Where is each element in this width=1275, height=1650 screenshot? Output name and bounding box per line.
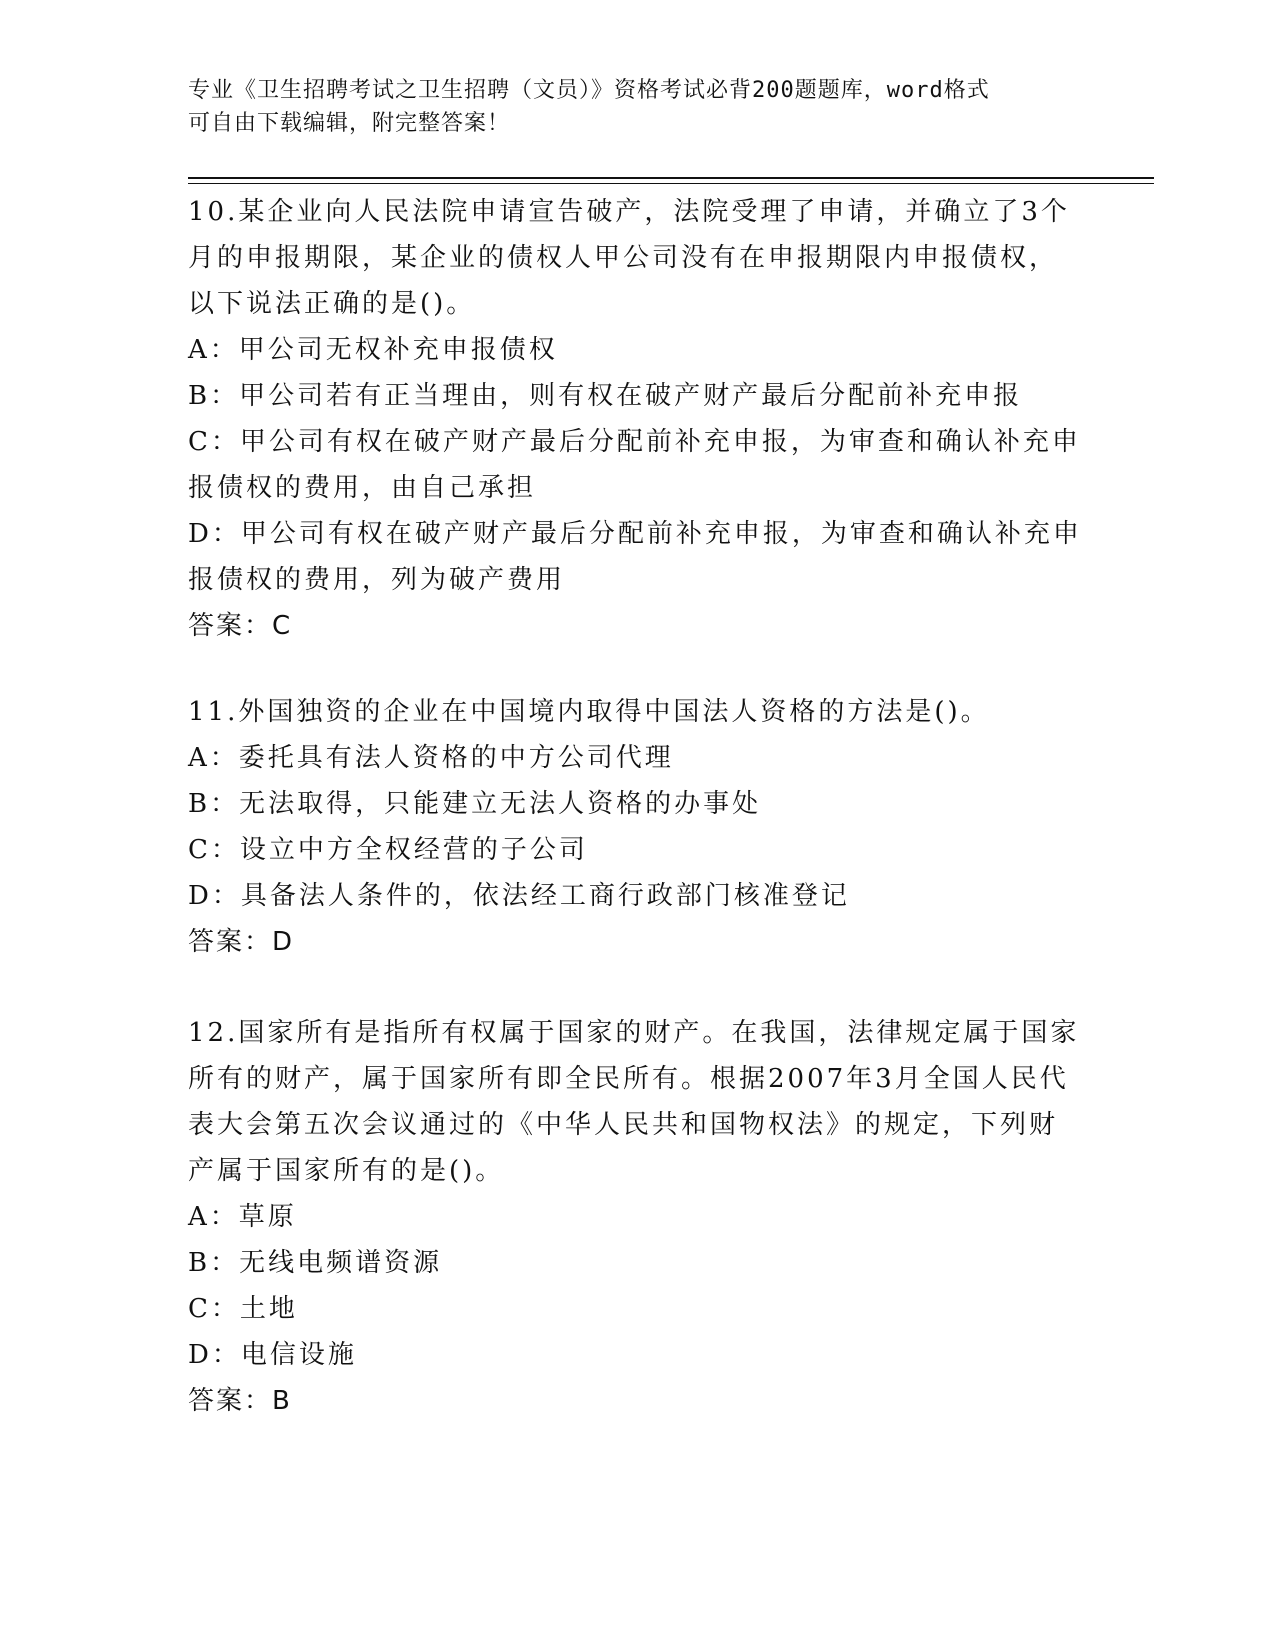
option-d: D：具备法人条件的，依法经工商行政部门核准登记 <box>188 881 850 911</box>
question-stem-line: 10.某企业向人民法院申请宣告破产，法院受理了申请，并确立了3个 <box>188 197 1070 227</box>
header-line-2: 可自由下载编辑，附完整答案！ <box>188 111 511 136</box>
question-10 <box>188 189 1088 649</box>
option-b: B：无线电频谱资源 <box>188 1248 443 1278</box>
option-c: C：设立中方全权经营的子公司 <box>188 835 588 865</box>
question-12 <box>188 1010 1088 1424</box>
option-c: C：土地 <box>188 1294 298 1324</box>
option-c-continued: 报债权的费用，由自己承担 <box>188 473 537 503</box>
question-stem-line: 所有的财产，属于国家所有即全民所有。根据2007年3月全国人民代 <box>188 1064 1069 1094</box>
document-header <box>188 74 1068 140</box>
answer-label: 答案：C <box>188 611 293 641</box>
question-stem-line: 产属于国家所有的是()。 <box>188 1156 505 1186</box>
question-stem-line: 12.国家所有是指所有权属于国家的财产。在我国，法律规定属于国家 <box>188 1018 1080 1048</box>
question-stem-line: 11.外国独资的企业在中国境内取得中国法人资格的方法是()。 <box>188 697 990 727</box>
question-stem-line: 表大会第五次会议通过的《中华人民共和国物权法》的规定，下列财 <box>188 1110 1059 1140</box>
answer-label: 答案：B <box>188 1386 292 1416</box>
option-d-continued: 报债权的费用，列为破产费用 <box>188 565 566 595</box>
option-a: A：草原 <box>188 1202 297 1232</box>
question-stem-line: 以下说法正确的是()。 <box>188 289 476 319</box>
option-a: A：委托具有法人资格的中方公司代理 <box>188 743 674 773</box>
option-d: D：甲公司有权在破产财产最后分配前补充申报，为审查和确认补充申 <box>188 519 1082 549</box>
option-c: C：甲公司有权在破产财产最后分配前补充申报，为审查和确认补充申 <box>188 427 1081 457</box>
header-line-1: 专业《卫生招聘考试之卫生招聘（文员）》资格考试必背200题题库，word格式 <box>188 78 990 103</box>
question-11 <box>188 689 1088 965</box>
question-stem-line: 月的申报期限，某企业的债权人甲公司没有在申报期限内申报债权， <box>188 243 1059 273</box>
option-a: A：甲公司无权补充申报债权 <box>188 335 558 365</box>
option-b: B：无法取得，只能建立无法人资格的办事处 <box>188 789 762 819</box>
header-divider-thin <box>188 183 1154 184</box>
option-b: B：甲公司若有正当理由，则有权在破产财产最后分配前补充申报 <box>188 381 1023 411</box>
answer-label: 答案：D <box>188 927 295 957</box>
option-d: D：电信设施 <box>188 1340 357 1370</box>
header-divider-thick <box>188 177 1154 179</box>
